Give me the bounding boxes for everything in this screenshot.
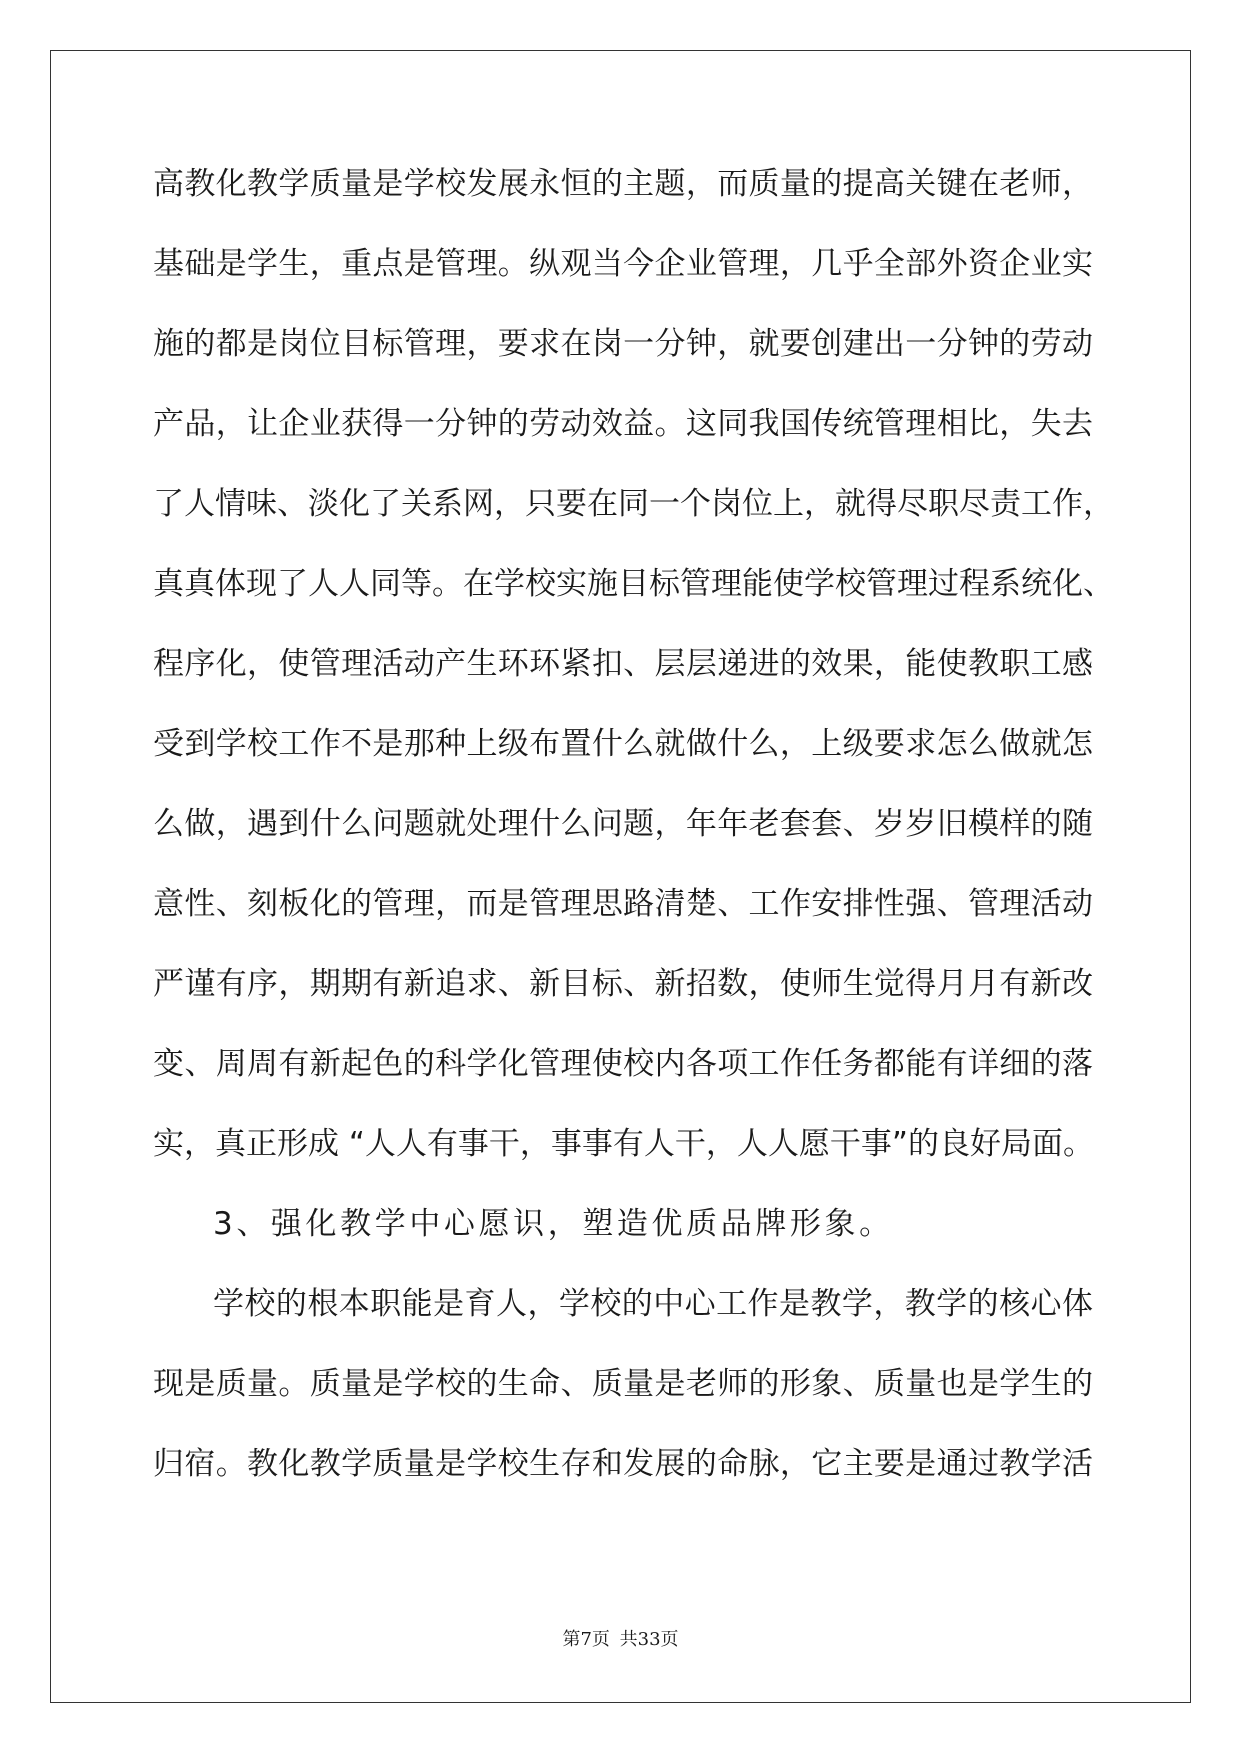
text-line: 现是质量。质量是学校的生命、质量是老师的形象、质量也是学生的 — [153, 1366, 1093, 1402]
page-footer — [0, 1625, 1241, 1651]
page-total: 共33页 — [619, 1629, 679, 1650]
text-line: 意性、刻板化的管理，而是管理思路清楚、工作安排性强、管理活动 — [153, 886, 1093, 922]
text-line: 严谨有序，期期有新追求、新目标、新招数，使师生觉得月月有新改 — [153, 966, 1093, 1002]
text-line: 实，真正形成 “人人有事干，事事有人干，人人愿干事”的良好局面。 — [153, 1126, 1094, 1162]
text-line: 基础是学生，重点是管理。纵观当今企业管理，几乎全部外资企业实 — [153, 246, 1093, 282]
text-line: 程序化，使管理活动产生环环紧扣、层层递进的效果，能使教职工感 — [153, 646, 1093, 682]
section-heading: 3、强化教学中心愿识，塑造优质品牌形象。 — [213, 1206, 894, 1242]
text-line: 受到学校工作不是那种上级布置什么就做什么，上级要求怎么做就怎 — [153, 726, 1093, 762]
text-line: 真真体现了人人同等。在学校实施目标管理能使学校管理过程系统化、 — [153, 566, 1114, 602]
text-line: 么做，遇到什么问题就处理什么问题，年年老套套、岁岁旧模样的随 — [153, 806, 1093, 842]
text-line: 学校的根本职能是育人，学校的中心工作是教学，教学的核心体 — [213, 1286, 1093, 1322]
text-line: 了人情味、淡化了关系网，只要在同一个岗位上，就得尽职尽责工作， — [153, 486, 1114, 522]
text-line: 变、周周有新起色的科学化管理使校内各项工作任务都能有详细的落 — [153, 1046, 1093, 1082]
text-line: 产品，让企业获得一分钟的劳动效益。这同我国传统管理相比，失去 — [153, 406, 1093, 442]
page-number: 第7页 — [562, 1629, 610, 1650]
text-line: 高教化教学质量是学校发展永恒的主题，而质量的提高关键在老师， — [153, 166, 1093, 202]
text-line: 归宿。教化教学质量是学校生存和发展的命脉，它主要是通过教学活 — [153, 1446, 1093, 1482]
text-line: 施的都是岗位目标管理，要求在岗一分钟，就要创建出一分钟的劳动 — [153, 326, 1093, 362]
